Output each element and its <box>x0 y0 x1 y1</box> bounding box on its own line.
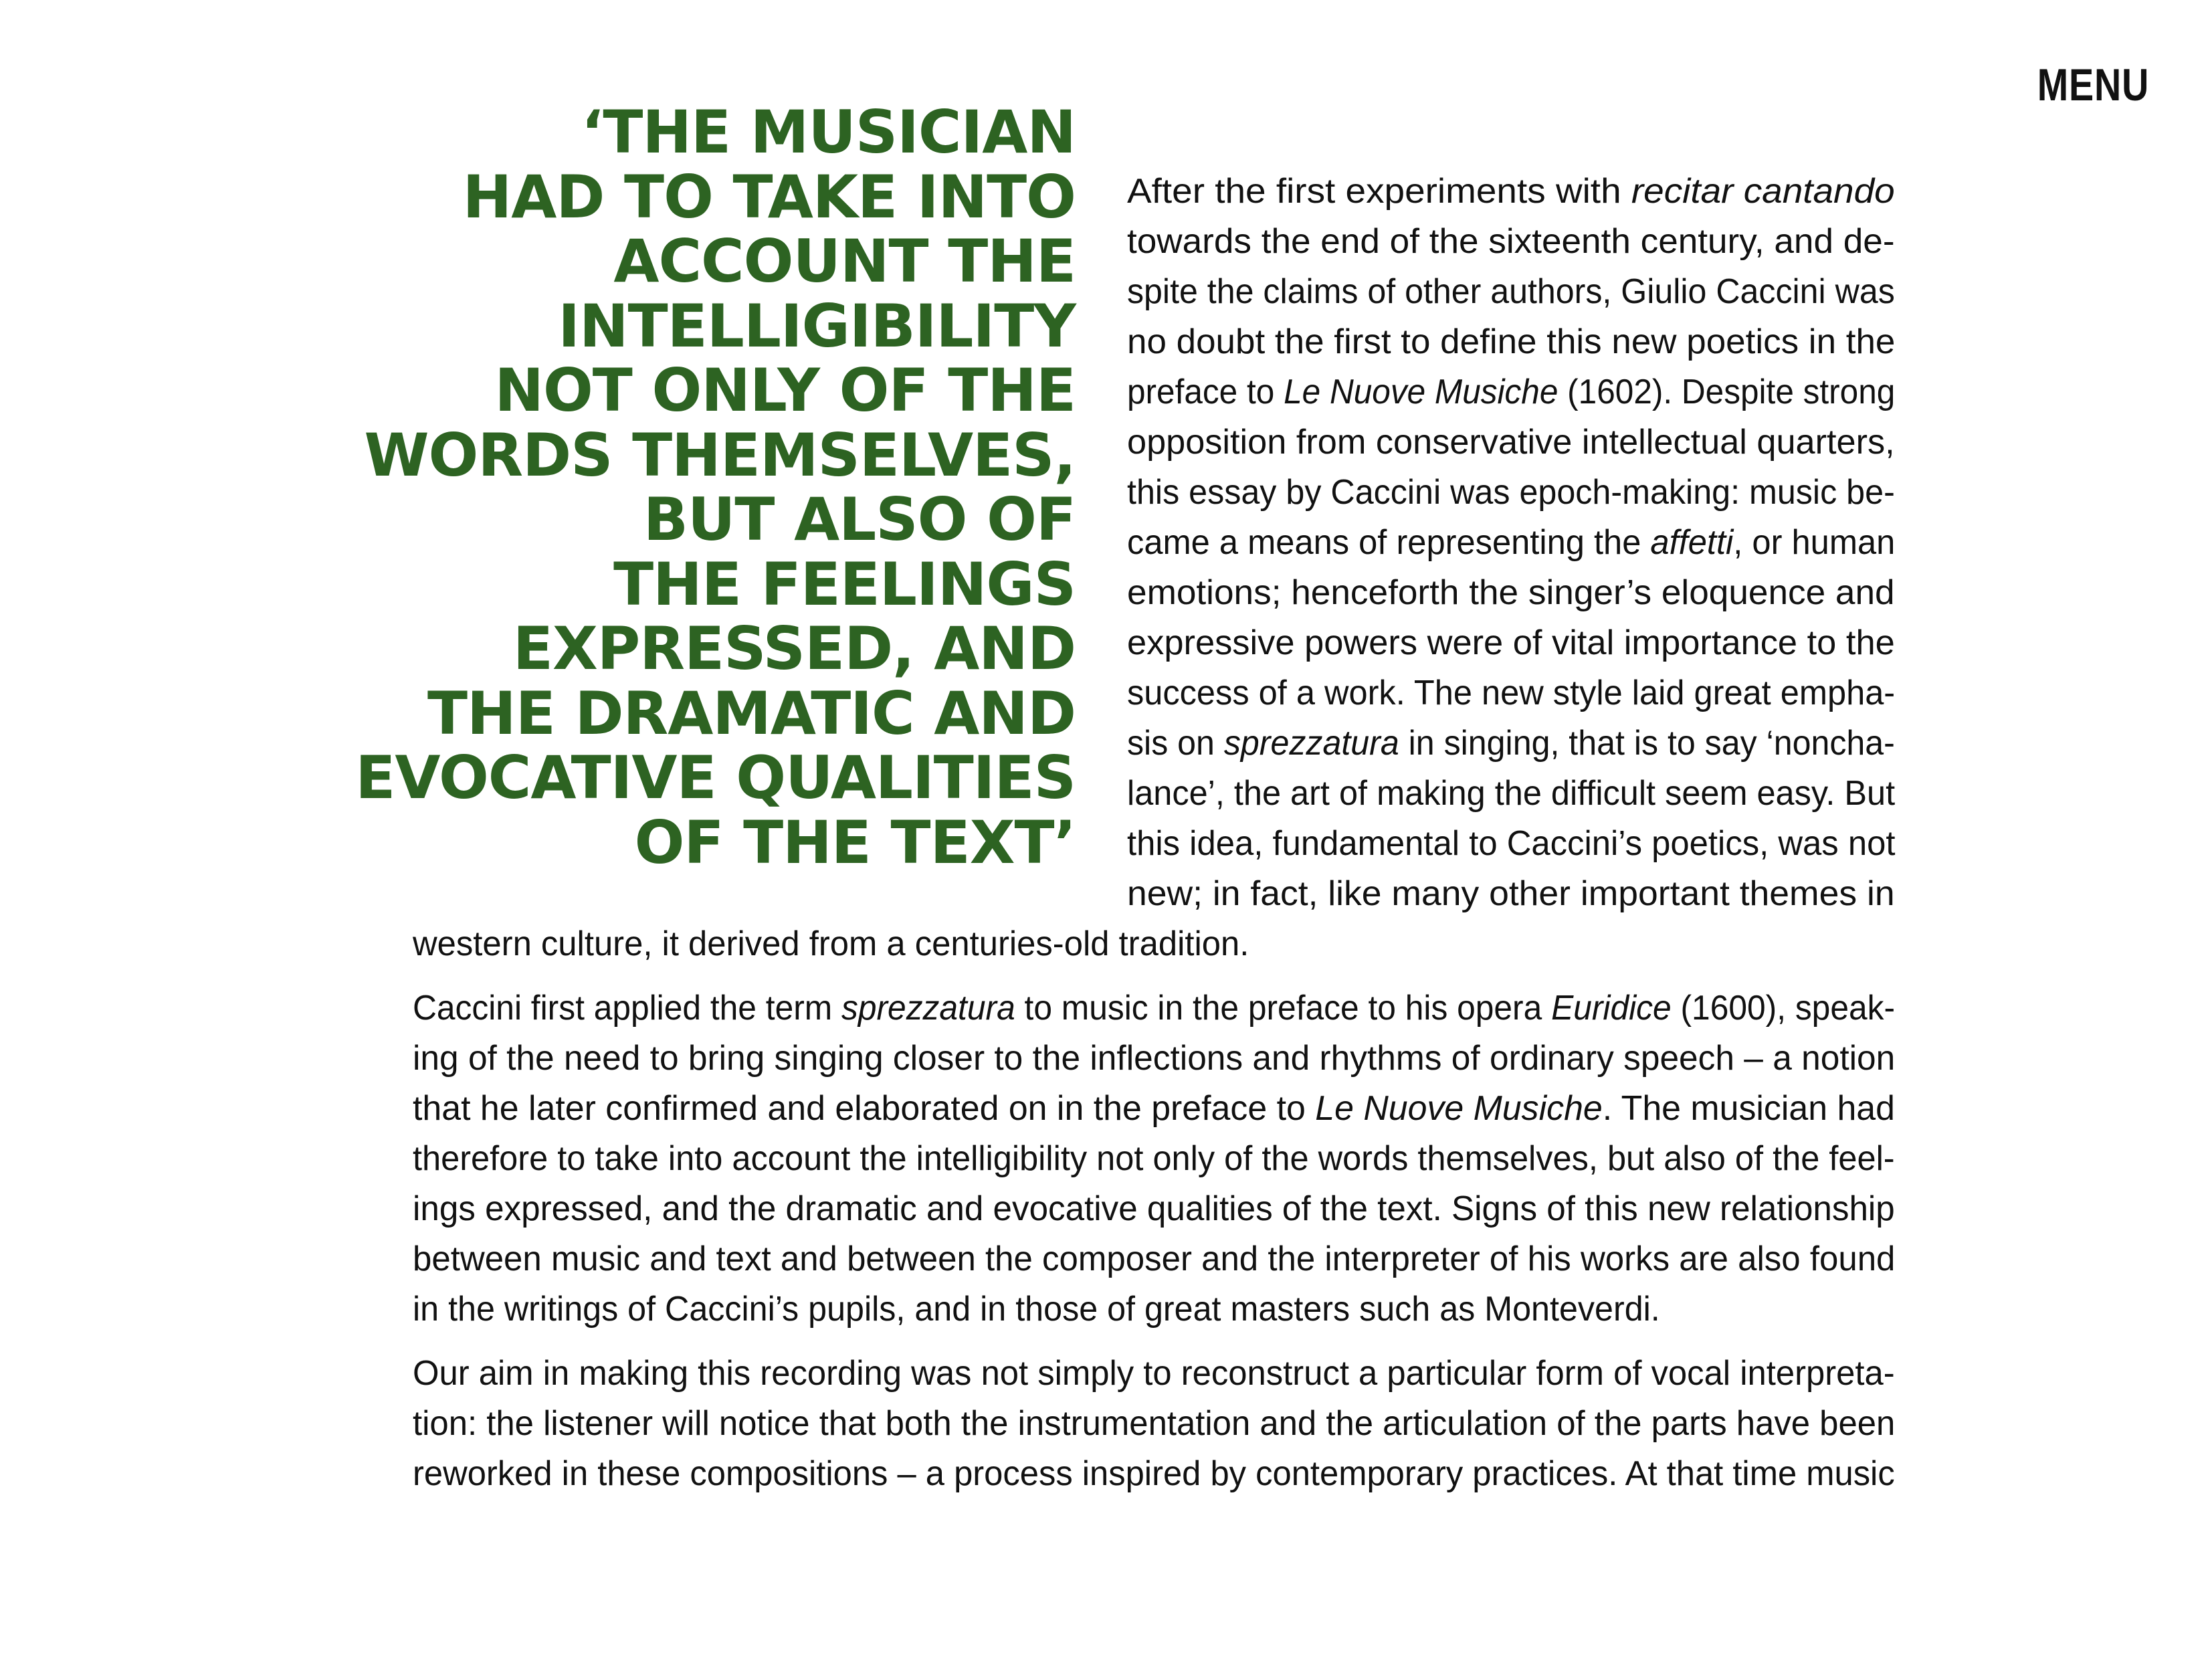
pull-quote-line: BUT ALSO OF <box>643 485 1076 554</box>
text-line: towards the end of the sixteenth century, and de- <box>1127 222 1895 261</box>
pull-quote-line: INTELLIGIBILITY <box>558 291 1076 361</box>
text-line: After the first experiments with recitar cantando <box>1127 172 1895 211</box>
pull-quote <box>301 100 1076 875</box>
pull-quote-line: THE FEELINGS <box>613 549 1076 619</box>
text-line: western culture, it derived from a centuries-old tradition. <box>413 924 1249 963</box>
text-line: opposition from conservative intellectual quarters, <box>1127 423 1895 462</box>
text-line: no doubt the first to define this new poetics in the <box>1127 322 1896 361</box>
text-line: tion: the listener will notice that both the instrumentation and the articulation of the parts have been <box>413 1404 1896 1443</box>
pull-quote-line: ‘THE MUSICIAN <box>581 98 1076 167</box>
pull-quote-line: THE DRAMATIC AND <box>427 678 1076 748</box>
text-line: lance’, the art of making the difficult seem easy. But <box>1127 774 1896 813</box>
text-line: Our aim in making this recording was not simply to reconstruct a particular form of vocal interpreta- <box>413 1354 1895 1393</box>
text-line: ings expressed, and the dramatic and evocative qualities of the text. Signs of this new relationship <box>413 1189 1895 1228</box>
text-line: success of a work. The new style laid great empha- <box>1127 674 1896 712</box>
pull-quote-line: OF THE TEXT’ <box>634 807 1076 877</box>
text-line: ing of the need to bring singing closer to the inflections and rhythms of ordinary speech – a notion <box>413 1039 1896 1078</box>
pull-quote-line: EXPRESSED, AND <box>512 614 1076 683</box>
text-line: new; in fact, like many other important themes in <box>1127 874 1895 913</box>
text-line: reworked in these compositions – a process inspired by contemporary practices. At that time music <box>413 1454 1895 1493</box>
text-line: this essay by Caccini was epoch-making: music be- <box>1127 473 1895 512</box>
pull-quote-line: HAD TO TAKE INTO <box>462 162 1076 231</box>
text-line: spite the claims of other authors, Giulio Caccini was <box>1127 272 1895 311</box>
pull-quote-line: NOT ONLY OF THE <box>494 356 1076 425</box>
text-line: came a means of representing the affetti, or human <box>1127 523 1896 562</box>
text-line: expressive powers were of vital importance to the <box>1127 623 1895 662</box>
pull-quote-line: ACCOUNT THE <box>613 227 1076 296</box>
menu-button[interactable]: MENU <box>2037 60 2149 110</box>
text-line: in the writings of Caccini’s pupils, and in those of great masters such as Monteverdi. <box>413 1290 1660 1329</box>
pull-quote-line: WORDS THEMSELVES, <box>364 420 1076 490</box>
pull-quote-line: EVOCATIVE QUALITIES <box>355 743 1076 812</box>
text-line: preface to Le Nuove Musiche (1602). Despite strong <box>1127 373 1896 411</box>
text-line: therefore to take into account the intelligibility not only of the words themselves, but also of the feel- <box>413 1139 1895 1178</box>
text-line: that he later confirmed and elaborated on in the preface to Le Nuove Musiche. The musician had <box>413 1089 1895 1128</box>
text-line: sis on sprezzatura in singing, that is to say ‘noncha- <box>1127 724 1895 763</box>
text-line: between music and text and between the composer and the interpreter of his works are also found <box>413 1240 1896 1278</box>
text-line: this idea, fundamental to Caccini’s poetics, was not <box>1127 824 1896 863</box>
text-line: emotions; henceforth the singer’s eloquence and <box>1127 573 1895 612</box>
text-line: Caccini first applied the term sprezzatura to music in the preface to his opera Euridice (1600), speak- <box>413 989 1896 1028</box>
